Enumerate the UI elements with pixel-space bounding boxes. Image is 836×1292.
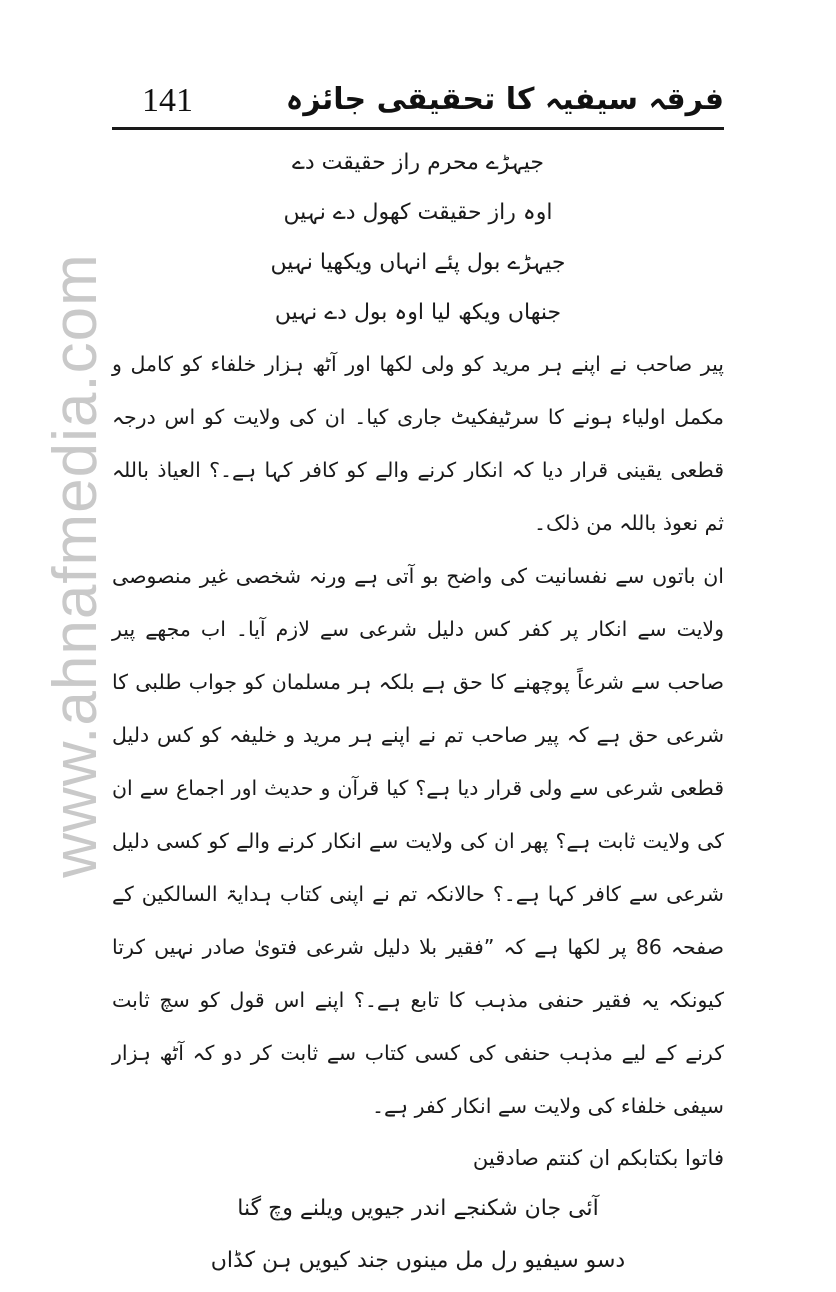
header-rule [112,127,724,130]
verse-line: اوہ راز حقیقت کھول دے نہیں [283,200,553,225]
paragraph-2: ان باتوں سے نفسانیت کی واضح بو آتی ہے ورنہ شخصی غیر منصوصی ولایت سے انکار پر کفر کس دلیل شرعی سے لازم آیا۔ اب مجھے پیر صاحب سے شرعاً پوچھنے کا حق ہے بلکہ ہر مسلمان کو جواب طلبی کا شرعی حق ہے کہ پیر صاحب تم نے اپنے ہر مرید و خلیفہ کو کس دلیل قطعی شرعی سے ولی قرار دیا ہے؟ کیا قرآن و حدیث اور اجماع سے ان کی ولایت ثابت ہے؟ پھر ان کی ولایت سے انکار کرنے والے کو کسی دلیل شرعی سے کافر کہا ہے۔؟ حالانکہ تم نے اپنی کتاب ہدایۃ السالکین کے صفحہ 86 پر لکھا ہے کہ ”فقیر بلا دلیل شرعی فتویٰ صادر نہیں کرتا کیونکہ یہ فقیر حنفی مذہب کا تابع ہے۔؟ اپنے اس قول کو سچ ثابت کرنے کے لیے مذہب حنفی کی کسی کتاب سے ثابت کر دو کہ آٹھ ہزار سیفی خلفاء کی ولایت سے انکار کفر ہے۔ [112,564,724,1118]
verse-line: آئی جان شکنجے اندر جیویں ویلنے وچ گنا [237,1196,599,1221]
verse-line: جنھاں ویکھ لیا اوہ بول دے نہیں [274,300,562,325]
verse-top [112,138,724,338]
quote-line: فاتوا بکتابکم ان کنتم صادقین [472,1146,724,1170]
page-number: 141 [142,82,193,119]
watermark [40,150,110,980]
page-content [112,138,724,1287]
verse-bottom [112,1183,724,1287]
verse-line: جیہڑے بول پئے انہاں ویکھیا نہیں [270,250,566,275]
watermark-text: www.ahnafmedia.com [40,252,110,878]
verse-line: دسو سیفیو رل مل مینوں جند کیویں ہن کڈاں [210,1248,626,1273]
paragraph-1: پیر صاحب نے اپنے ہر مرید کو ولی لکھا اور آٹھ ہزار خلفاء کو کامل و مکمل اولیاء ہونے کا سرٹیفکیٹ جاری کیا۔ ان کی ولایت کو اس درجہ قطعی یقینی قرار دیا کہ انکار کرنے والے کو کافر کہا ہے۔؟ العیاذ باللہ ثم نعوذ باللہ من ذلک۔ [112,352,724,535]
running-title: فرقہ سیفیہ کا تحقیقی جائزہ [285,82,724,117]
verse-line: جیہڑے محرم راز حقیقت دے [291,150,545,175]
page-header [112,82,724,130]
